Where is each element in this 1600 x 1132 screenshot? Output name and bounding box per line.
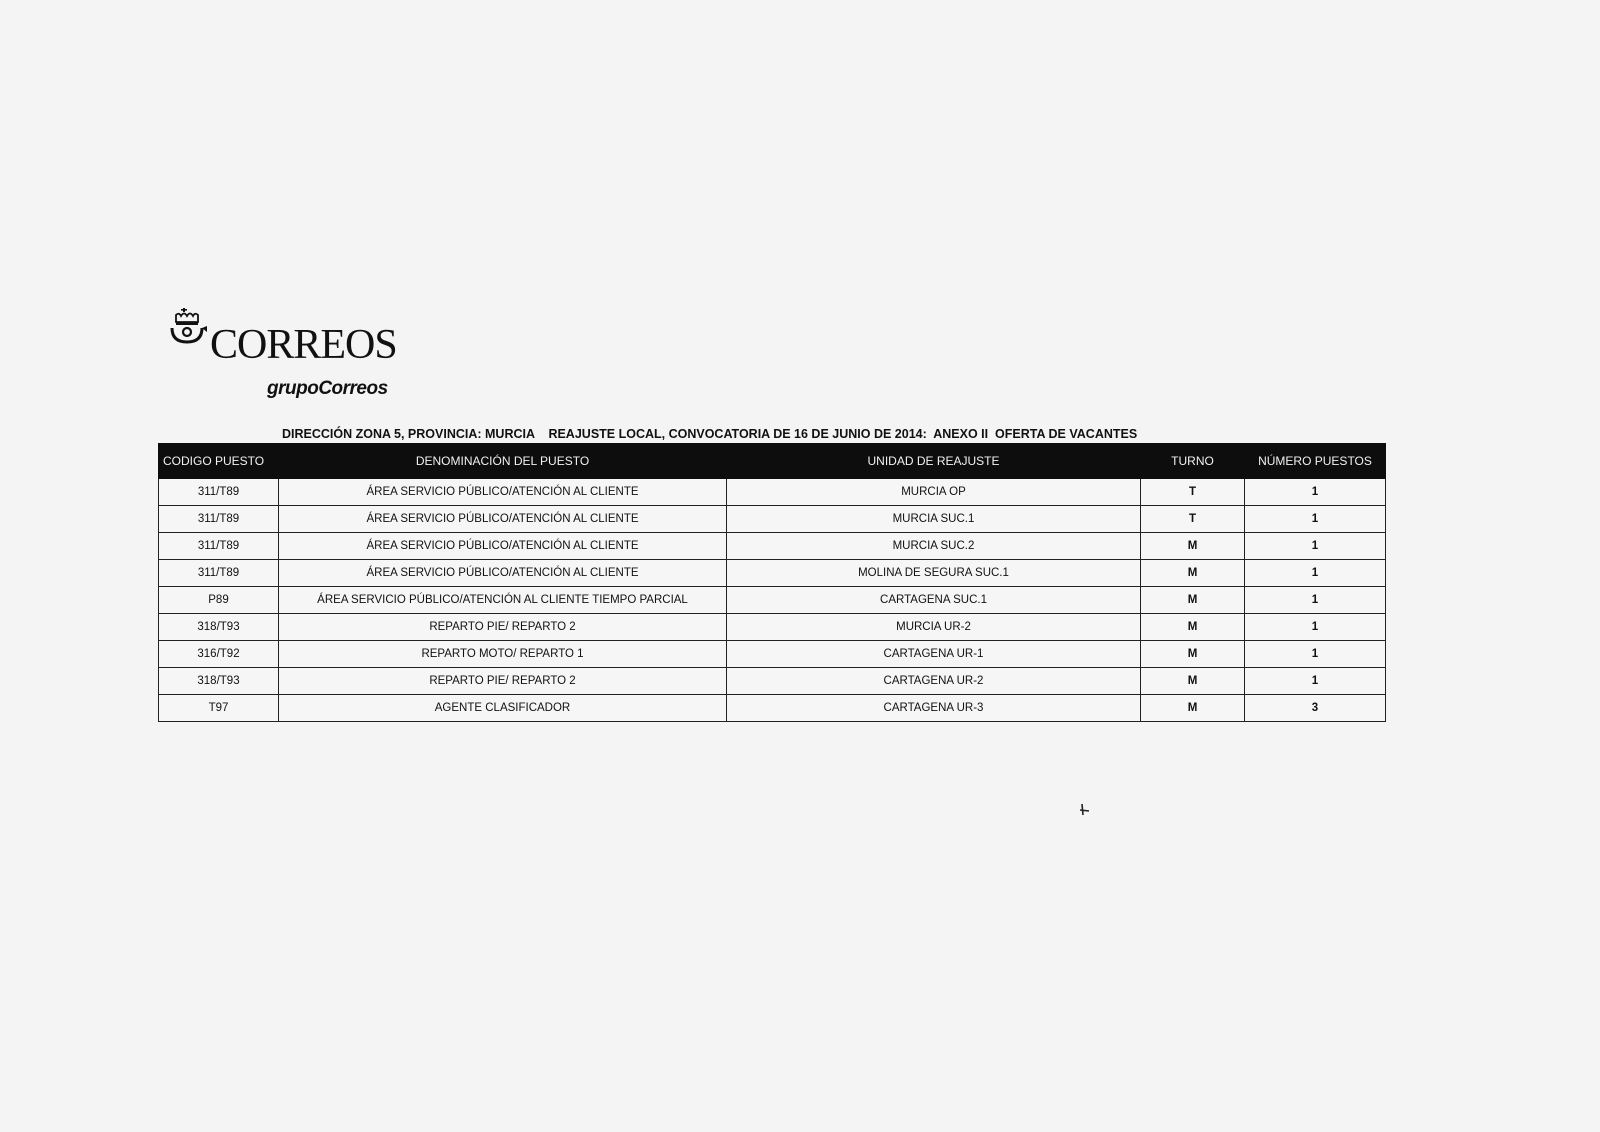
cell-unidad: MURCIA SUC.1	[727, 506, 1141, 533]
scan-speck-icon	[1078, 802, 1092, 818]
cell-denominacion: AGENTE CLASIFICADOR	[279, 695, 727, 722]
cell-codigo: 318/T93	[159, 614, 279, 641]
cell-numero: 3	[1245, 695, 1386, 722]
cell-unidad: CARTAGENA UR-1	[727, 641, 1141, 668]
cell-denominacion: REPARTO PIE/ REPARTO 2	[279, 614, 727, 641]
header-turno: TURNO	[1141, 444, 1245, 479]
cell-numero: 1	[1245, 533, 1386, 560]
cell-numero: 1	[1245, 506, 1386, 533]
table-row	[159, 668, 1386, 695]
cell-numero: 1	[1245, 641, 1386, 668]
cell-denominacion: REPARTO PIE/ REPARTO 2	[279, 668, 727, 695]
table-row	[159, 641, 1386, 668]
cell-codigo: 318/T93	[159, 668, 279, 695]
header-denominacion: DENOMINACIÓN DEL PUESTO	[279, 444, 727, 479]
table-row	[159, 506, 1386, 533]
cell-denominacion: ÁREA SERVICIO PÚBLICO/ATENCIÓN AL CLIENTE	[279, 479, 727, 506]
document-title: DIRECCIÓN ZONA 5, PROVINCIA: MURCIA REAJUSTE LOCAL, CONVOCATORIA DE 16 DE JUNIO DE 2014: ANEXO II OFERTA DE VACANTES	[282, 427, 1138, 441]
brand-wordmark: CORREOS	[210, 322, 397, 368]
table-row	[159, 587, 1386, 614]
cell-unidad: CARTAGENA UR-3	[727, 695, 1141, 722]
table-row	[159, 533, 1386, 560]
cell-numero: 1	[1245, 560, 1386, 587]
cell-unidad: CARTAGENA UR-2	[727, 668, 1141, 695]
table-row	[159, 614, 1386, 641]
header-unidad: UNIDAD DE REAJUSTE	[727, 444, 1141, 479]
cell-denominacion: ÁREA SERVICIO PÚBLICO/ATENCIÓN AL CLIENTE TIEMPO PARCIAL	[279, 587, 727, 614]
cell-turno: M	[1141, 641, 1245, 668]
cell-unidad: CARTAGENA SUC.1	[727, 587, 1141, 614]
cell-turno: T	[1141, 479, 1245, 506]
cell-turno: M	[1141, 668, 1245, 695]
table-row	[159, 695, 1386, 722]
cell-turno: M	[1141, 587, 1245, 614]
cell-unidad: MOLINA DE SEGURA SUC.1	[727, 560, 1141, 587]
group-wordmark: grupoCorreos	[267, 378, 388, 399]
cell-denominacion: ÁREA SERVICIO PÚBLICO/ATENCIÓN AL CLIENTE	[279, 506, 727, 533]
cell-turno: M	[1141, 614, 1245, 641]
table-row	[159, 560, 1386, 587]
cell-turno: M	[1141, 560, 1245, 587]
cell-codigo: 311/T89	[159, 506, 279, 533]
cell-numero: 1	[1245, 479, 1386, 506]
cell-turno: M	[1141, 695, 1245, 722]
cell-turno: T	[1141, 506, 1245, 533]
cell-codigo: 311/T89	[159, 479, 279, 506]
cell-codigo: 311/T89	[159, 533, 279, 560]
cell-codigo: P89	[159, 587, 279, 614]
table-header-row	[159, 444, 1386, 479]
crown-posthorn-icon	[170, 306, 210, 350]
header-codigo-puesto: CODIGO PUESTO	[159, 444, 279, 479]
cell-unidad: MURCIA OP	[727, 479, 1141, 506]
vacancies-table	[158, 443, 1386, 722]
cell-unidad: MURCIA UR-2	[727, 614, 1141, 641]
cell-numero: 1	[1245, 587, 1386, 614]
cell-numero: 1	[1245, 614, 1386, 641]
cell-codigo: 316/T92	[159, 641, 279, 668]
table-row	[159, 479, 1386, 506]
cell-numero: 1	[1245, 668, 1386, 695]
cell-denominacion: ÁREA SERVICIO PÚBLICO/ATENCIÓN AL CLIENTE	[279, 533, 727, 560]
correos-logo	[170, 306, 420, 410]
cell-denominacion: ÁREA SERVICIO PÚBLICO/ATENCIÓN AL CLIENTE	[279, 560, 727, 587]
header-numero-puestos: NÚMERO PUESTOS	[1245, 444, 1386, 479]
cell-codigo: 311/T89	[159, 560, 279, 587]
cell-turno: M	[1141, 533, 1245, 560]
cell-denominacion: REPARTO MOTO/ REPARTO 1	[279, 641, 727, 668]
cell-unidad: MURCIA SUC.2	[727, 533, 1141, 560]
cell-codigo: T97	[159, 695, 279, 722]
